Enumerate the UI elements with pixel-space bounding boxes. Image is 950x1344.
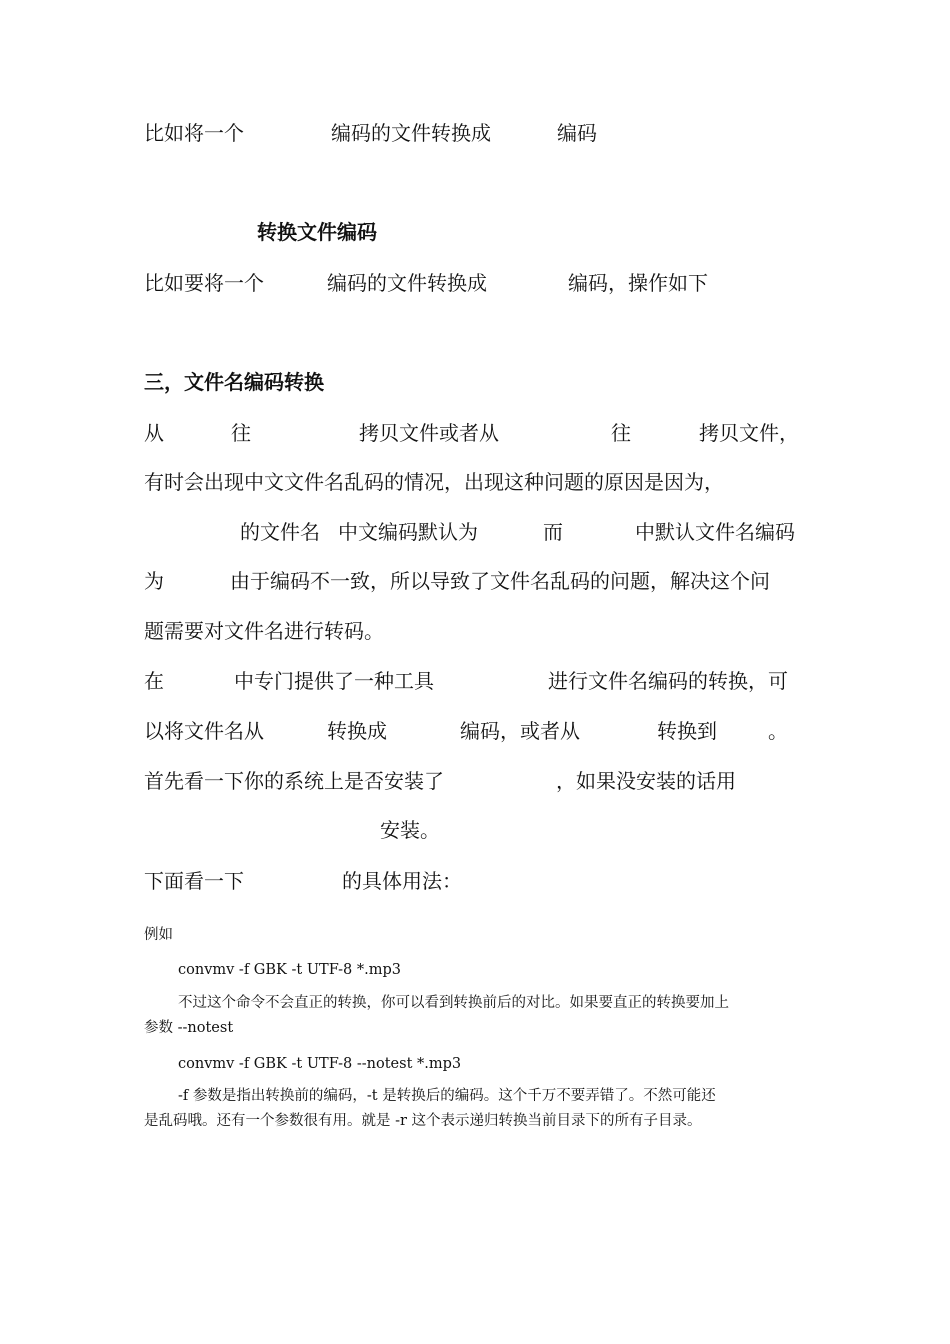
- text-segment: 中文编码默认为: [338, 520, 478, 544]
- text-segment: 进行文件名编码的转换，可: [548, 669, 788, 693]
- section-title-filename-encoding: 三，文件名编码转换: [144, 370, 324, 394]
- text-segment: 中专门提供了一种工具: [234, 669, 434, 693]
- text-segment: 比如要将一个: [144, 271, 264, 295]
- text-segment: 为: [144, 569, 164, 593]
- text-segment: 拷贝文件或者从: [359, 421, 499, 445]
- text-segment: 拷贝文件，: [699, 421, 799, 445]
- text-segment: 编码，操作如下: [568, 271, 708, 295]
- note-line: -f 参数是指出转换前的编码，-t 是转换后的编码。这个千万不要弄错了。不然可能还: [178, 1088, 716, 1104]
- body-line: 有时会出现中文文件名乱码的情况，出现这种问题的原因是因为，: [144, 470, 724, 494]
- body-line: 安装。: [380, 818, 440, 842]
- heading-convert-file-encoding: 转换文件编码: [257, 220, 377, 244]
- text-segment: 编码的文件转换成: [331, 121, 491, 145]
- text-segment: 从: [144, 421, 164, 445]
- text-segment: 编码，或者从: [460, 719, 580, 743]
- text-segment: 中默认文件名编码: [635, 520, 795, 544]
- text-segment: 。: [768, 719, 788, 743]
- text-segment: 而: [543, 520, 563, 544]
- text-segment: 由于编码不一致，所以导致了文件名乱码的问题，解决这个问: [230, 569, 770, 593]
- example-label: 例如: [144, 927, 173, 943]
- text-segment: 在: [144, 669, 164, 693]
- command-line: convmv -f GBK -t UTF-8 *.mp3: [178, 962, 401, 978]
- text-segment: 比如将一个: [144, 121, 244, 145]
- text-segment: 下面看一下: [144, 869, 244, 893]
- note-line: 是乱码哦。还有一个参数很有用。就是 -r 这个表示递归转换当前目录下的所有子目录。: [144, 1113, 702, 1129]
- text-segment: 编码的文件转换成: [327, 271, 487, 295]
- text-segment: 转换成: [327, 719, 387, 743]
- text-segment: 首先看一下你的系统上是否安装了: [144, 769, 444, 793]
- command-line: convmv -f GBK -t UTF-8 --notest *.mp3: [178, 1056, 462, 1072]
- body-line: 题需要对文件名进行转码。: [144, 619, 384, 643]
- note-line: 不过这个命令不会直正的转换，你可以看到转换前后的对比。如果要直正的转换要加上: [178, 995, 729, 1011]
- text-segment: 的文件名: [240, 520, 320, 544]
- text-segment: ，如果没安装的话用: [556, 769, 736, 793]
- text-segment: 的具体用法：: [342, 869, 462, 893]
- text-segment: 以将文件名从: [144, 719, 264, 743]
- text-segment: 编码: [557, 121, 597, 145]
- text-segment: 往: [611, 421, 631, 445]
- text-segment: 转换到: [657, 719, 717, 743]
- text-segment: 往: [231, 421, 251, 445]
- note-line: 参数 --notest: [144, 1020, 234, 1036]
